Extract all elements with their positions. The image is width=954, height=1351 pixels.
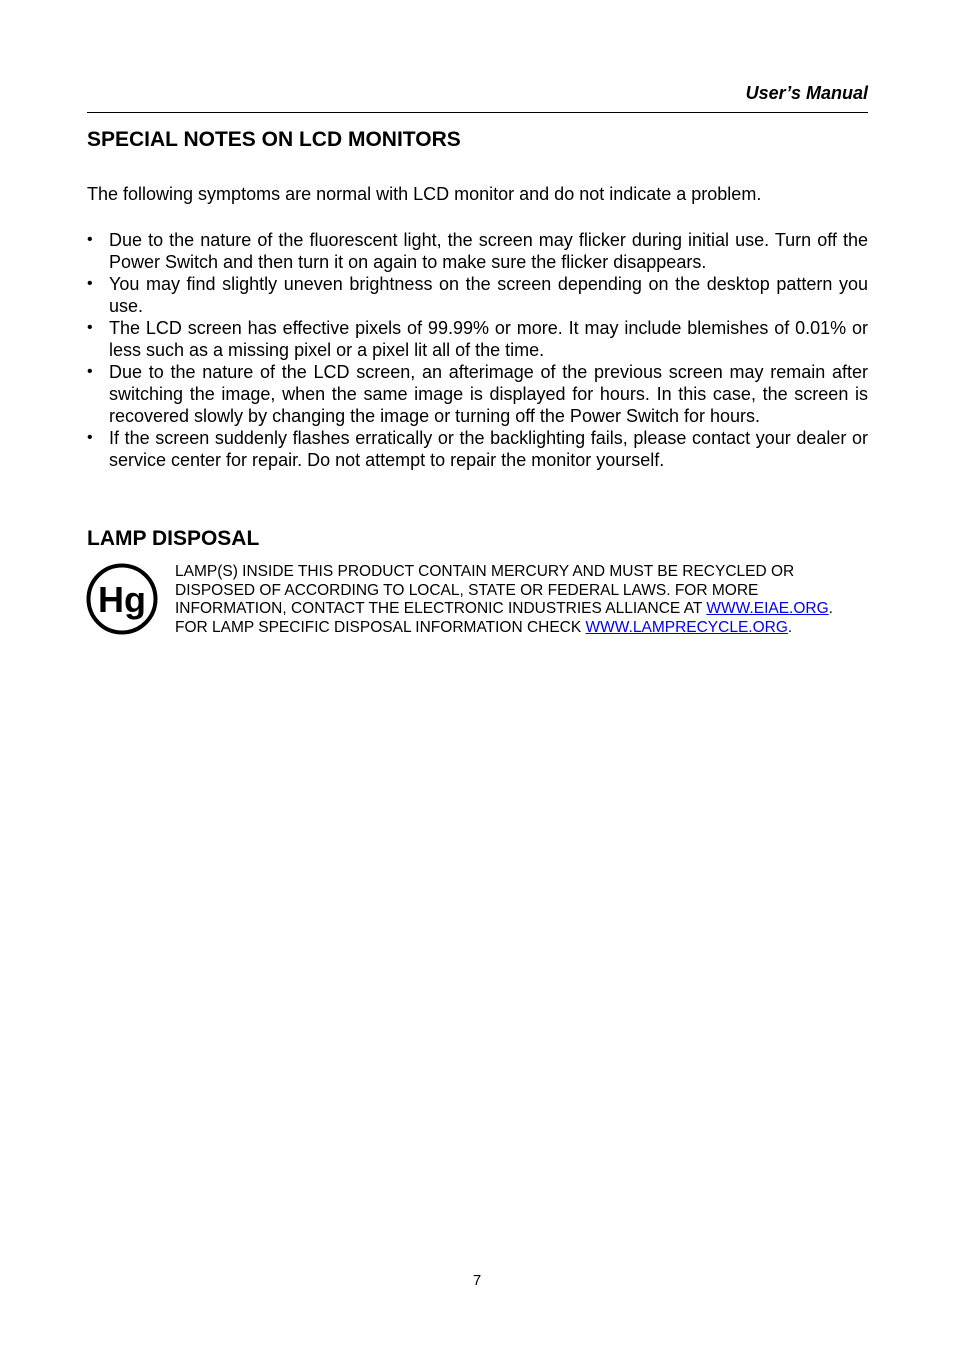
- lamp-line-4-text: FOR LAMP SPECIFIC DISPOSAL INFORMATION CHECK: [175, 618, 586, 636]
- lamprecycle-link[interactable]: WWW.LAMPRECYCLE.ORG: [585, 618, 788, 636]
- special-notes-heading: SPECIAL NOTES ON LCD MONITORS: [87, 128, 461, 151]
- list-item-text: Due to the nature of the LCD screen, an afterimage of the previous screen may remain after switching the image, when the same image is displayed for hours. In this case, the screen is recovered slowly by changing the image or turning off the Power Switch for hours.: [109, 362, 868, 426]
- lamp-disposal-text: [175, 563, 868, 637]
- page-number: 7: [472, 1272, 482, 1289]
- lamp-line-3-end: .: [828, 600, 833, 617]
- lamp-line-3: [175, 600, 868, 619]
- page-header: [87, 80, 868, 113]
- bullet-icon: •: [87, 275, 93, 292]
- special-notes-intro: The following symptoms are normal with LCD monitor and do not indicate a problem.: [87, 184, 762, 204]
- bullet-icon: •: [87, 231, 93, 248]
- list-item-text: Due to the nature of the fluorescent light, the screen may flicker during initial use. Turn off the Power Switch and then turn it on again to make sure the flicker disappears.: [109, 230, 868, 272]
- lamp-line-3-text: INFORMATION, CONTACT THE ELECTRONIC INDUSTRIES ALLIANCE AT: [175, 600, 707, 617]
- lamp-line-1: LAMP(S) INSIDE THIS PRODUCT CONTAIN MERCURY AND MUST BE RECYCLED OR: [175, 563, 795, 580]
- list-item-text: If the screen suddenly flashes erratically or the backlighting fails, please contact your dealer or service center for repair. Do not attempt to repair the monitor yourself.: [109, 428, 868, 470]
- lamp-disposal-heading: LAMP DISPOSAL: [87, 527, 260, 550]
- bullet-icon: •: [87, 319, 93, 336]
- list-item: [87, 427, 868, 471]
- list-item: [87, 317, 868, 361]
- lamp-line-2: DISPOSED OF ACCORDING TO LOCAL, STATE OR FEDERAL LAWS. FOR MORE: [175, 581, 759, 599]
- list-item-text: The LCD screen has effective pixels of 99.99% or more. It may include blemishes of 0.01% or less such as a missing pixel or a pixel lit all of the time.: [109, 318, 868, 360]
- list-item: [87, 273, 868, 317]
- bullet-icon: •: [87, 363, 93, 380]
- lamp-line-4: [175, 619, 868, 638]
- list-item-text: You may find slightly uneven brightness on the screen depending on the desktop pattern you use.: [109, 274, 868, 316]
- mercury-hg-icon: [86, 563, 158, 635]
- special-notes-list: [87, 229, 868, 471]
- list-item: [87, 361, 868, 427]
- manual-title: User’s Manual: [745, 83, 868, 103]
- bullet-icon: •: [87, 429, 93, 446]
- hg-symbol-label: Hg: [98, 579, 146, 620]
- list-item: [87, 229, 868, 273]
- lamp-line-4-end: .: [787, 618, 793, 636]
- eiae-link[interactable]: WWW.EIAE.ORG: [706, 600, 829, 617]
